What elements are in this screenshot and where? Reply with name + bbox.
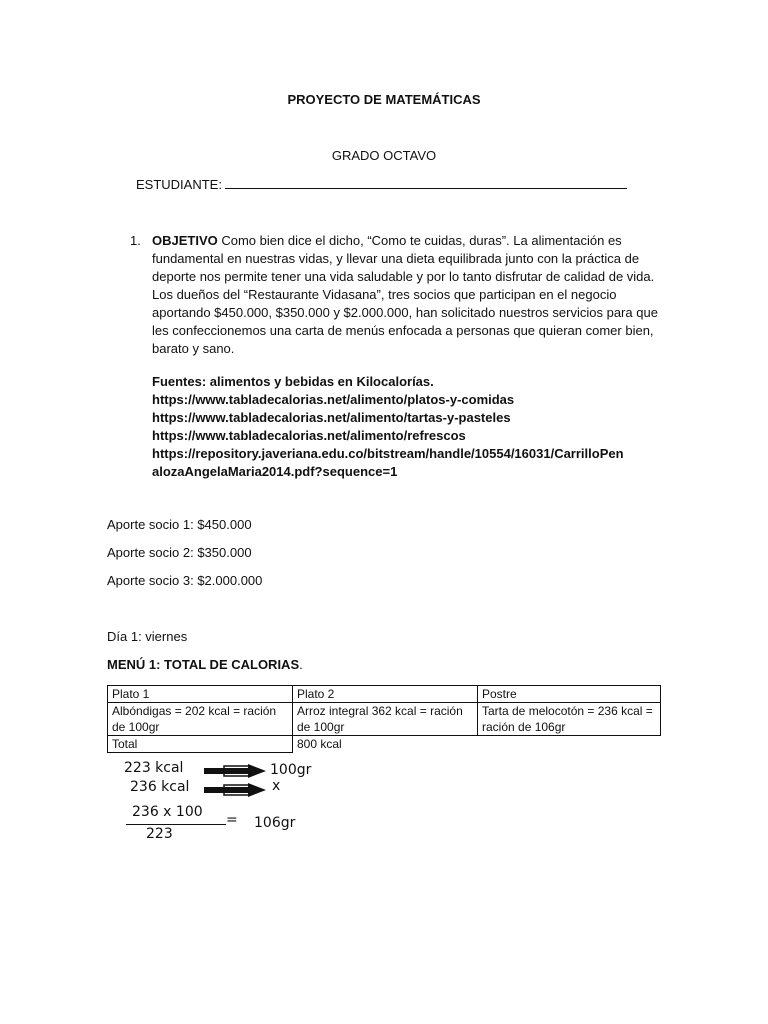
list-number: 1. [130,233,141,248]
student-field [136,176,627,192]
empty-cell [478,736,661,753]
table-cell: Albóndigas = 202 kcal = ración de 100gr [108,703,293,736]
objective-section [130,232,660,358]
header-cell: Plato 1 [108,686,293,703]
calc-denominator: 223 [146,826,173,842]
source-link[interactable]: https://repository.javeriana.edu.co/bitstream/handle/10554/16031/CarrilloPen [152,446,624,461]
objective-text: Como bien dice el dicho, “Como te cuidas, duras”. La alimentación es fundamental en nuestras vidas, y llevar una dieta equilibrada junto con la práctica de deporte nos permite tener una vida saludable y por lo tanto disfrutar de calidad de vida. Los dueños del “Restaurante Vidasana”, tres socios que participan en el negocio aportando $450.000, $350.000 y $2.000.000, han solicitado nuestros servicios para que les confeccionemos una carta de menús enfocada a personas que quieran comer bien, barato y sano. [152,233,658,356]
menu-table [107,685,661,753]
table-header-row [108,686,661,703]
calc-line1-left: 223 kcal [124,760,184,776]
student-label: ESTUDIANTE: [136,177,222,192]
table-cell: Arroz integral 362 kcal = ración de 100gr [293,703,478,736]
contribution-partner-2: Aporte socio 2: $350.000 [107,545,252,560]
contribution-partner-3: Aporte socio 3: $2.000.000 [107,573,263,588]
calc-line1-right: 100gr [270,762,312,778]
day-label: Día 1: viernes [107,629,188,644]
header-cell: Plato 2 [293,686,478,703]
menu-title [107,657,303,672]
calc-line2-right: x [272,778,281,794]
handwritten-calculation [120,758,360,848]
student-blank-line [225,176,627,189]
fraction-bar [126,824,226,825]
sources-heading: Fuentes: alimentos y bebidas en Kilocalorías. [152,374,434,389]
arrow-right-icon [204,783,270,797]
total-value-cell: 800 kcal [293,736,478,753]
arrow-right-icon [204,764,270,778]
grade-label: GRADO OCTAVO [331,148,437,163]
source-link[interactable]: https://www.tabladecalorias.net/alimento/tartas-y-pasteles [152,410,511,425]
calc-line2-left: 236 kcal [130,779,190,795]
table-row [108,703,661,736]
objective-heading: OBJETIVO [152,233,218,248]
table-cell: Tarta de melocotón = 236 kcal = ración de 106gr [478,703,661,736]
menu-title-text: MENÚ 1: TOTAL DE CALORIAS [107,657,300,672]
calc-result: 106gr [254,815,296,831]
objective-paragraph [152,232,660,358]
total-label-cell: Total [108,736,293,753]
document-title: PROYECTO DE MATEMÁTICAS [287,92,481,107]
source-link[interactable]: https://www.tabladecalorias.net/alimento/platos-y-comidas [152,392,515,407]
source-link-continued[interactable]: alozaAngelaMaria2014.pdf?sequence=1 [152,464,398,479]
menu-title-period: . [299,657,303,672]
contribution-partner-1: Aporte socio 1: $450.000 [107,517,252,532]
sources-section [152,373,672,481]
header-cell: Postre [478,686,661,703]
total-row [108,736,661,753]
calc-numerator: 236 x 100 [132,804,203,820]
calc-equals: = [226,812,238,828]
source-link[interactable]: https://www.tabladecalorias.net/alimento/refrescos [152,428,466,443]
